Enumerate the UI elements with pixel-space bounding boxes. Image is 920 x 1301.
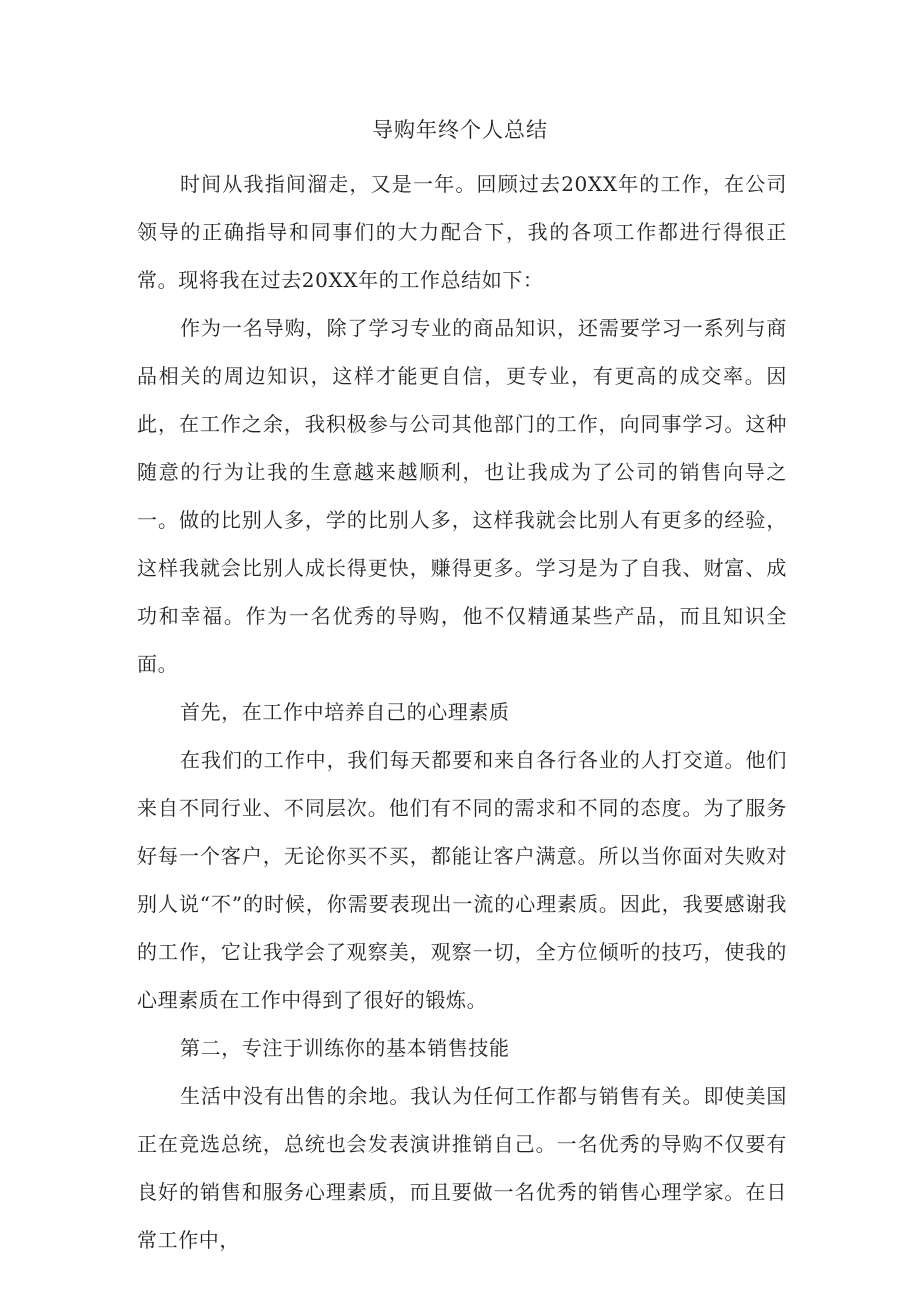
paragraph-intro: 时间从我指间溜走，又是一年。回顾过去20XX年的工作，在公司领导的正确指导和同事们的大力配合下，我的各项工作都进行得很正常。现将我在过去20XX年的工作总结如下： — [137, 172, 787, 292]
document-body — [137, 160, 787, 1264]
paragraph-sales-skills: 生活中没有出售的余地。我认为任何工作都与销售有关。即使美国正在竞选总统，总统也会发表演讲推销自己。一名优秀的导购不仅要有良好的销售和服务心理素质，而且要做一名优秀的销售心理学家。在日常工作中， — [137, 1084, 787, 1252]
paragraph-psychology: 在我们的工作中，我们每天都要和来自各行各业的人打交道。他们来自不同行业、不同层次。他们有不同的需求和不同的态度。为了服务好每一个客户，无论你买不买，都能让客户满意。所以当你面对失败对别人说“不”的时候，你需要表现出一流的心理素质。因此，我要感谢我的工作，它让我学会了观察美，观察一切，全方位倾听的技巧，使我的心理素质在工作中得到了很好的锻炼。 — [137, 748, 787, 1012]
section-heading-second: 第二，专注于训练你的基本销售技能 — [180, 1036, 510, 1060]
section-heading-first: 首先，在工作中培养自己的心理素质 — [180, 700, 510, 724]
paragraph-learning: 作为一名导购，除了学习专业的商品知识，还需要学习一系列与商品相关的周边知识，这样才能更自信，更专业，有更高的成交率。因此，在工作之余，我积极参与公司其他部门的工作，向同事学习。这种随意的行为让我的生意越来越顺利，也让我成为了公司的销售向导之一。做的比别人多，学的比别人多，这样我就会比别人有更多的经验，这样我就会比别人成长得更快，赚得更多。学习是为了自我、财富、成功和幸福。作为一名优秀的导购，他不仅精通某些产品，而且知识全面。 — [137, 316, 787, 676]
document-title: 导购年终个人总结 — [372, 118, 548, 142]
